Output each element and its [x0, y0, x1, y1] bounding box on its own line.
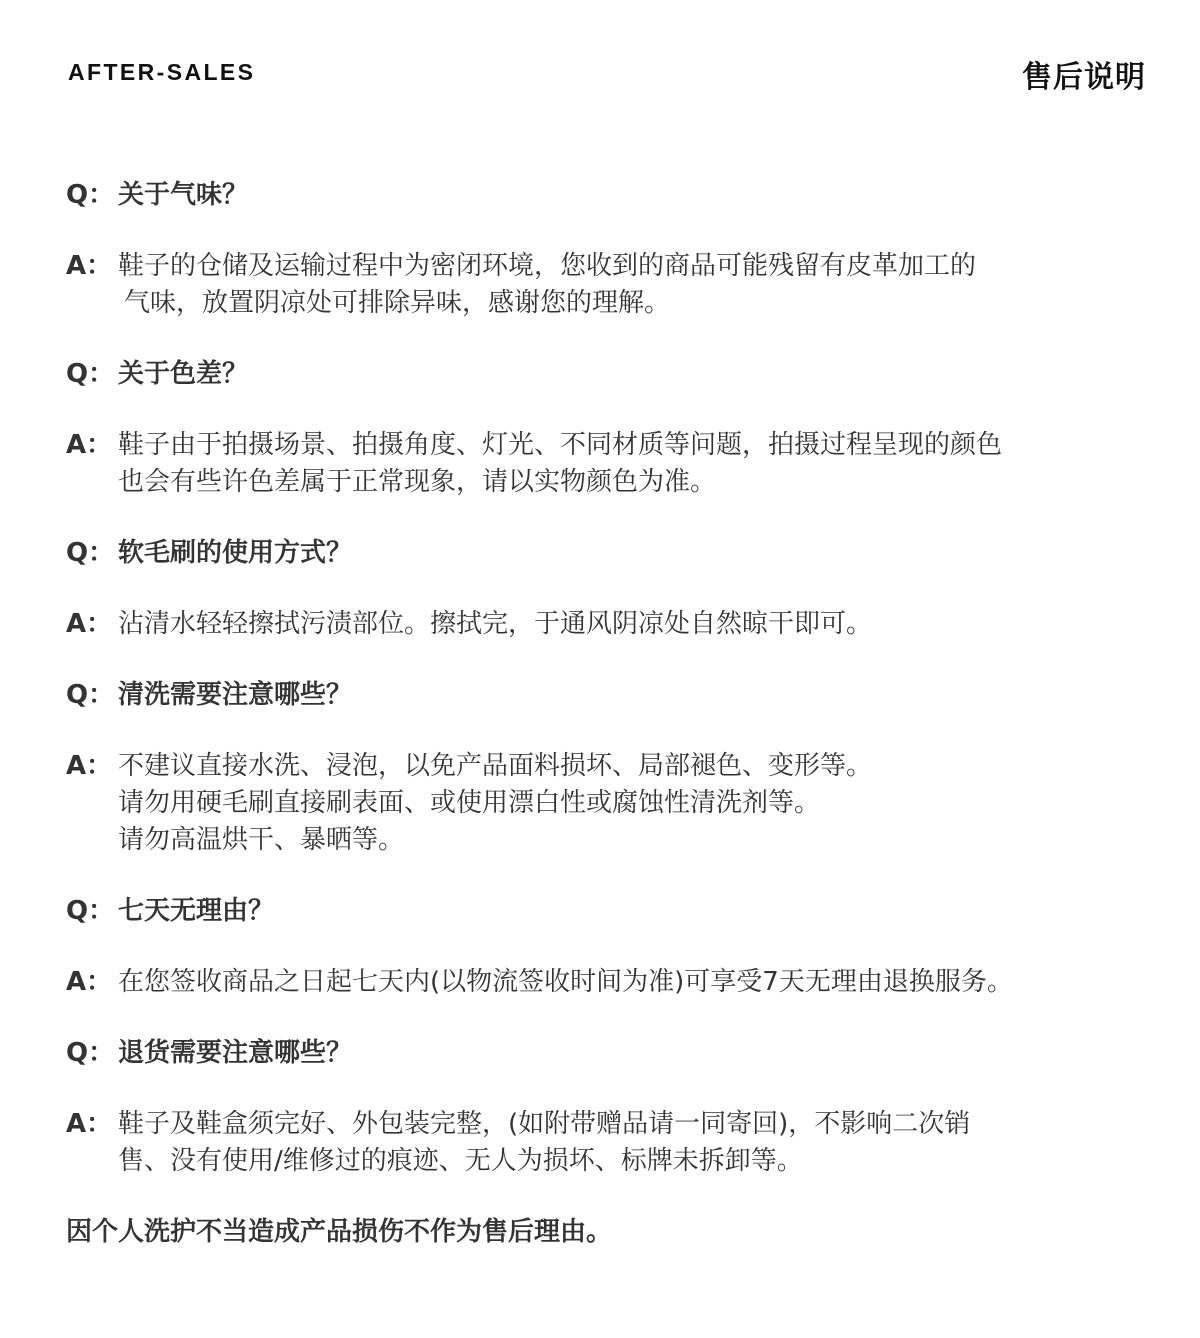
- answer-prefix: A：: [66, 609, 113, 639]
- answer-line: 气味，放置阴凉处可排除异味，感谢您的理解。: [124, 288, 671, 318]
- answer-line: 在您签收商品之日起七天内(以物流签收时间为准)可享受7天无理由退换服务。: [118, 967, 1013, 997]
- answer-prefix: A：: [66, 1109, 113, 1139]
- answer-text: [118, 606, 1156, 643]
- answer-text: [118, 427, 1156, 501]
- answer-line: 鞋子由于拍摄场景、拍摄角度、灯光、不同材质等问题，拍摄过程呈现的颜色: [118, 430, 1003, 460]
- question-text: 关于气味？: [118, 180, 249, 210]
- brand-logo-text: AFTER-SALES: [68, 59, 256, 85]
- faq-answer: [66, 248, 1156, 322]
- question-prefix: Q：: [66, 896, 115, 926]
- answer-line: 沾清水轻轻擦拭污渍部位。擦拭完，于通风阴凉处自然晾干即可。: [118, 609, 873, 639]
- faq-question: [66, 535, 1156, 572]
- answer-prefix: A：: [66, 751, 113, 781]
- answer-prefix: A：: [66, 430, 113, 460]
- answer-line: 鞋子及鞋盒须完好、外包装完整，(如附带赠品请一同寄回)，不影响二次销: [118, 1109, 971, 1139]
- footer-note: 因个人洗护不当造成产品损伤不作为售后理由。: [66, 1217, 613, 1247]
- question-prefix: Q：: [66, 1038, 115, 1068]
- answer-line: 售、没有使用/维修过的痕迹、无人为损坏、标牌未拆卸等。: [118, 1146, 803, 1176]
- answer-line: 请勿高温烘干、暴晒等。: [118, 825, 405, 855]
- faq-question: [66, 893, 1156, 930]
- answer-line: 请勿用硬毛刷直接刷表面、或使用漂白性或腐蚀性清洗剂等。: [118, 788, 821, 818]
- faq-list: [66, 177, 1156, 1251]
- faq-question: [66, 1035, 1156, 1072]
- faq-answer: [66, 964, 1156, 1001]
- answer-line: 不建议直接水洗、浸泡，以免产品面料损坏、局部褪色、变形等。: [118, 751, 873, 781]
- answer-text: [118, 1106, 1156, 1180]
- page-title: 售后说明: [1022, 60, 1146, 95]
- faq-answer: [66, 1106, 1156, 1180]
- question-text: 退货需要注意哪些？: [118, 1038, 353, 1068]
- faq-answer: [66, 748, 1156, 859]
- answer-text: [118, 964, 1156, 1001]
- faq-question: [66, 177, 1156, 214]
- answer-prefix: A：: [66, 251, 113, 281]
- question-text: 清洗需要注意哪些？: [118, 680, 353, 710]
- question-text: 关于色差？: [118, 359, 249, 389]
- answer-text: [118, 248, 1156, 322]
- answer-prefix: A：: [66, 967, 113, 997]
- answer-line: 也会有些许色差属于正常现象，请以实物颜色为准。: [118, 467, 717, 497]
- question-prefix: Q：: [66, 180, 115, 210]
- answer-text: [118, 748, 1156, 859]
- answer-line: 鞋子的仓储及运输过程中为密闭环境，您收到的商品可能残留有皮革加工的: [118, 251, 977, 281]
- faq-question: [66, 677, 1156, 714]
- question-text: 七天无理由？: [118, 896, 275, 926]
- question-prefix: Q：: [66, 680, 115, 710]
- question-prefix: Q：: [66, 359, 115, 389]
- faq-answer: [66, 606, 1156, 643]
- faq-question: [66, 356, 1156, 393]
- question-text: 软毛刷的使用方式？: [118, 538, 353, 568]
- faq-answer: [66, 427, 1156, 501]
- question-prefix: Q：: [66, 538, 115, 568]
